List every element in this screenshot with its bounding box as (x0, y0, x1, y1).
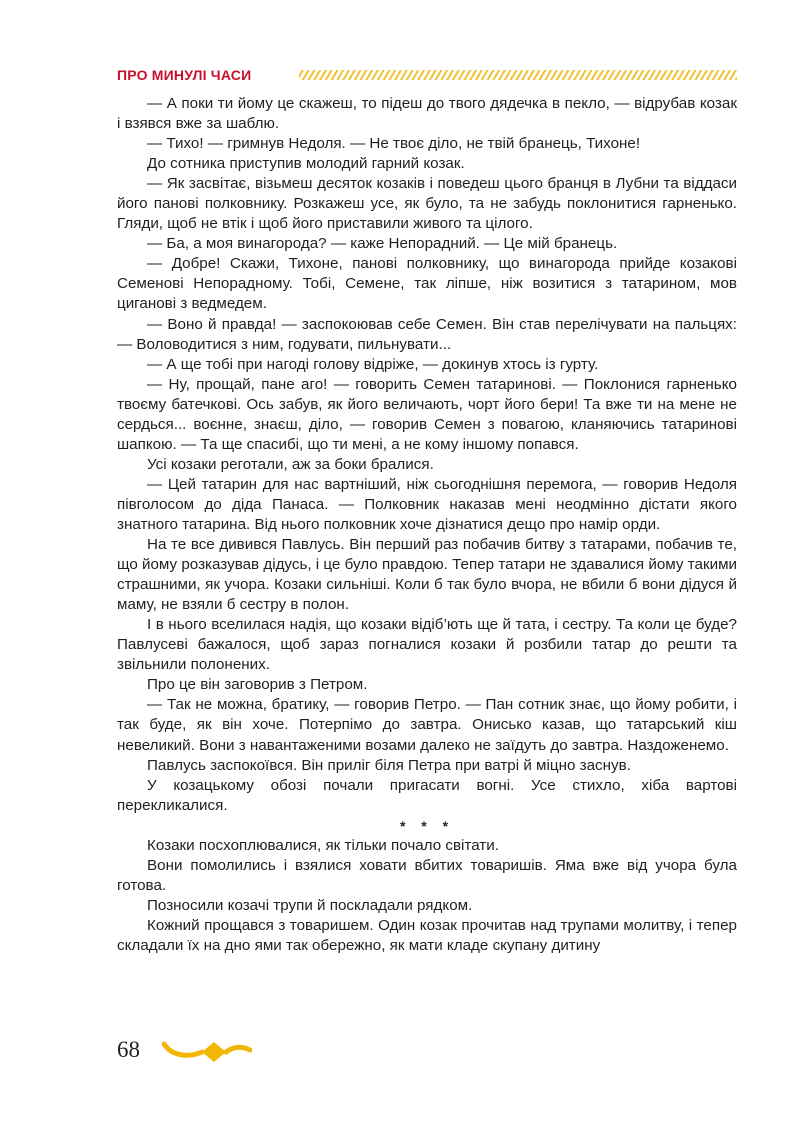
paragraph: — Добре! Скажи, Тихоне, панові полковнику, що винагорода прийде козакові Семенові Непорадному. Тобі, Семене, так ліпше, ніж возитися з татарином, мов циганові з ведмедем. (117, 255, 737, 313)
paragraph: Про це він заговорив з Петром. (147, 676, 368, 694)
paragraph: На те все дивився Павлусь. Він перший раз побачив битву з татарами, побачив те, що йому розказував дідусь, і це було правдою. Тепер татари не здавалися йому такими страшними, як учора. Козаки сильніші. Коли б так було вчора, не вбили б вони дідуся й маму, не взяли б сестру в полон. (117, 536, 737, 614)
ornament-icon (162, 1036, 252, 1066)
section-divider: * * * (399, 817, 455, 834)
paragraph: — Так не можна, братику, — говорив Петро. — Пан сотник знає, що йому робити, і так буде, як він хоче. Потерпімо до завтра. Онисько казав, що татарський кіш невеликий. Вони з навантаженими возами далеко не заїдуть до завтра. Наздоженемо. (117, 696, 737, 754)
paragraph: — Цей татарин для нас вартніший, ніж сьогоднішня перемога, — говорив Недоля півголосом до діда Панаса. — Полковник наказав мені неодмінно дістати якого знатного татарина. Від нього полковник хоче дізнатися дещо про намір орди. (117, 475, 737, 533)
section-title: ПРО МИНУЛІ ЧАСИ (117, 67, 252, 83)
paragraph: Павлусь заспокоївся. Він приліг біля Петра при ватрі й міцно заснув. (147, 756, 631, 774)
paragraph: — Ба, а моя винагорода? — каже Непорадний. — Це мій бранець. (147, 235, 618, 253)
paragraph: — А ще тобі при нагоді голову відріже, — докинув хтось із гурту. (147, 355, 599, 373)
page-number: 68 (117, 1037, 140, 1062)
paragraph: — Як засвітає, візьмеш десяток козаків і поведеш цього бранця в Лубни та віддаси його панові полковнику. Розкажеш усе, як було, та не забудь поклонитися гарненько. Гляди, щоб не втік і щоб його приставили живого та цілого. (117, 175, 737, 233)
paragraph: Позносили козачі трупи й поскладали рядком. (147, 896, 473, 914)
paragraph: У козацькому обозі почали пригасати вогні. Усе стихло, хіба вартові перекликалися. (117, 776, 737, 814)
paragraph: Усі козаки реготали, аж за боки бралися. (147, 455, 434, 473)
paragraph: — А поки ти йому це скажеш, то підеш до твого дядечка в пекло, — відрубав козак і взявся вже за шаблю. (117, 95, 737, 133)
paragraph: — Ну, прощай, пане аго! — говорить Семен татаринові. — Поклонися гарненько твоєму батечкові. Ось забув, як його величають, чорт його бери! Та вже ти на мене не сердься... воєнне, знаєш, діло, — говорив Семен з повагою, кланяючись татаринові шапкою. — Та ще спасибі, що ти мені, а не кому іншому попався. (117, 375, 737, 453)
paragraph: — Тихо! — гримнув Недоля. — Не твоє діло, не твій бранець, Тихоне! (147, 135, 641, 153)
header-stripe-decoration (299, 70, 737, 80)
paragraph: Кожний прощався з товаришем. Один козак прочитав над трупами молитву, і тепер складали їх на дно ями так обережно, як мати кладе скупану дитину (117, 916, 737, 954)
paragraph: Вони помолились і взялися ховати вбитих товаришів. Яма вже від учора була готова. (117, 856, 737, 894)
running-header (117, 66, 737, 88)
paragraph: І в нього вселилася надія, що козаки відіб’ють ще й тата, і сестру. Та коли це буде? Павлусеві бажалося, щоб зараз погналися козаки й розбили татар до решти та звільнили полонених. (117, 616, 737, 674)
page-body (117, 94, 737, 956)
paragraph: Козаки посхоплювалися, як тільки почало світати. (147, 836, 499, 854)
paragraph: До сотника приступив молодий гарний козак. (147, 155, 465, 173)
paragraph: — Воно й правда! — заспокоював себе Семен. Він став перелічувати на пальцях: — Воловодитися з ним, годувати, пильнувати... (117, 315, 737, 353)
